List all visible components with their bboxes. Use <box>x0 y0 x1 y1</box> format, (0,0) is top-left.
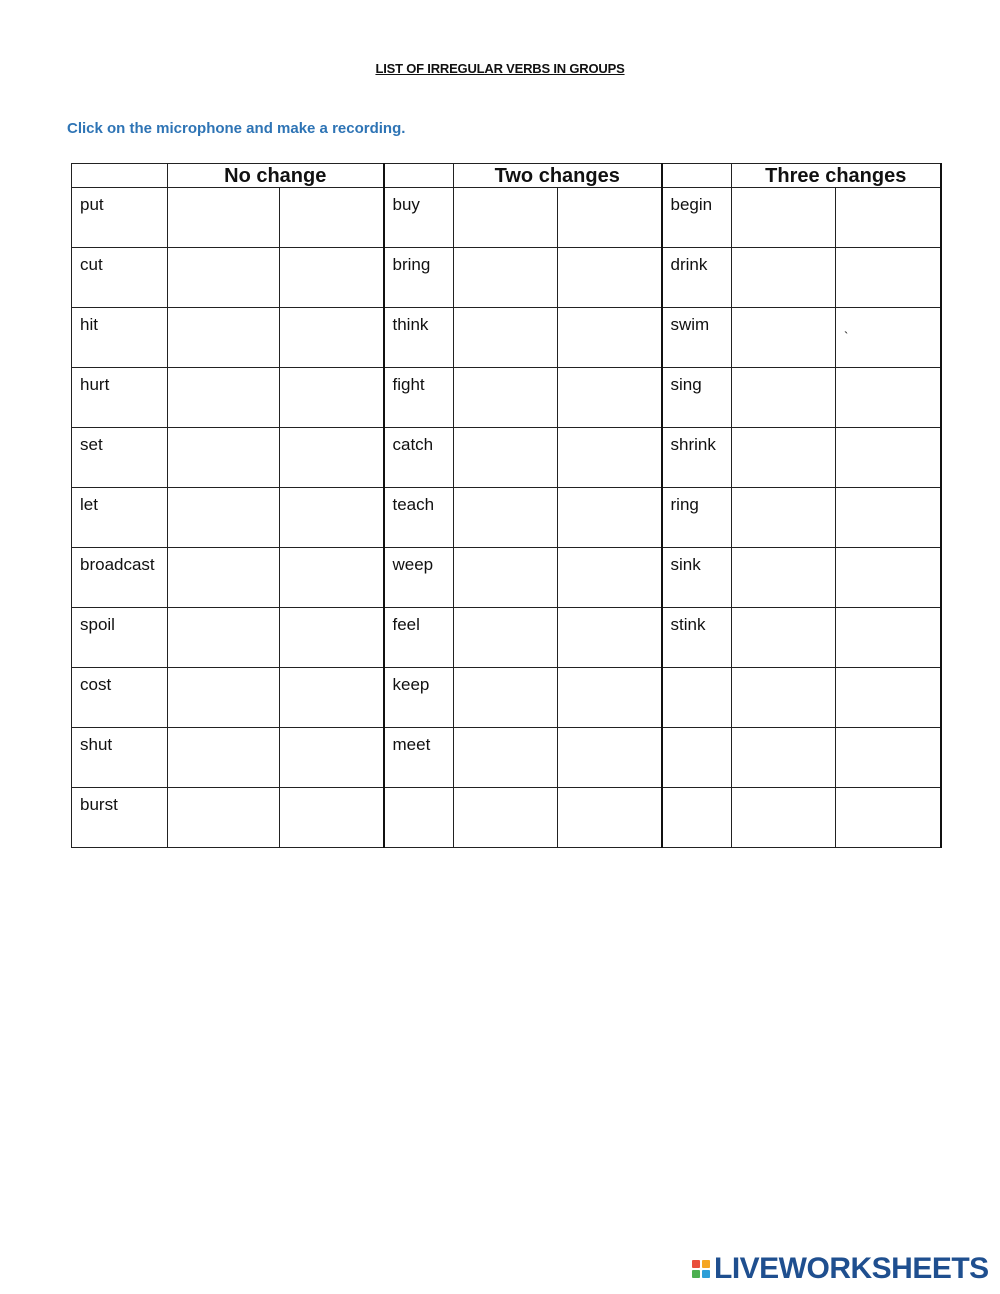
answer-cell-three-changes[interactable] <box>836 368 941 428</box>
answer-cell-two-changes[interactable] <box>454 788 558 848</box>
verb-cell-no-change: cut <box>72 248 168 308</box>
verb-cell-three-changes <box>662 668 732 728</box>
answer-cell-no-change[interactable] <box>280 308 384 368</box>
verb-cell-no-change: cost <box>72 668 168 728</box>
answer-cell-two-changes[interactable] <box>558 308 662 368</box>
answer-cell-no-change[interactable] <box>168 368 280 428</box>
table-row <box>72 308 941 368</box>
table-row <box>72 608 941 668</box>
answer-cell-no-change[interactable] <box>280 788 384 848</box>
verb-cell-two-changes: keep <box>384 668 454 728</box>
answer-cell-two-changes[interactable] <box>558 188 662 248</box>
answer-cell-three-changes[interactable] <box>836 308 941 368</box>
answer-cell-three-changes[interactable] <box>732 548 836 608</box>
answer-cell-no-change[interactable] <box>280 428 384 488</box>
verb-cell-three-changes: shrink <box>662 428 732 488</box>
answer-cell-no-change[interactable] <box>168 488 280 548</box>
answer-cell-three-changes[interactable] <box>836 668 941 728</box>
verb-cell-two-changes: think <box>384 308 454 368</box>
table-header-row <box>72 164 941 188</box>
verb-cell-no-change: put <box>72 188 168 248</box>
answer-cell-three-changes[interactable] <box>836 428 941 488</box>
answer-cell-two-changes[interactable] <box>558 488 662 548</box>
table-row <box>72 188 941 248</box>
verb-cell-three-changes: sing <box>662 368 732 428</box>
verb-cell-no-change: broadcast <box>72 548 168 608</box>
verb-cell-three-changes: sink <box>662 548 732 608</box>
table-row <box>72 788 941 848</box>
answer-cell-three-changes[interactable] <box>836 728 941 788</box>
answer-cell-two-changes[interactable] <box>558 548 662 608</box>
answer-cell-three-changes[interactable] <box>836 788 941 848</box>
answer-cell-no-change[interactable] <box>168 668 280 728</box>
answer-cell-no-change[interactable] <box>168 188 280 248</box>
header-spacer <box>384 164 454 188</box>
answer-cell-three-changes[interactable] <box>732 428 836 488</box>
answer-cell-three-changes[interactable] <box>732 788 836 848</box>
table-row <box>72 488 941 548</box>
liveworksheets-logo <box>692 1252 989 1285</box>
answer-cell-no-change[interactable] <box>168 728 280 788</box>
answer-cell-no-change[interactable] <box>168 608 280 668</box>
answer-cell-two-changes[interactable] <box>454 548 558 608</box>
answer-cell-three-changes[interactable] <box>732 488 836 548</box>
verb-cell-two-changes: feel <box>384 608 454 668</box>
answer-cell-no-change[interactable] <box>168 248 280 308</box>
verb-cell-two-changes: meet <box>384 728 454 788</box>
answer-cell-three-changes[interactable] <box>732 668 836 728</box>
answer-cell-two-changes[interactable] <box>454 428 558 488</box>
verb-cell-three-changes: swim <box>662 308 732 368</box>
answer-cell-no-change[interactable] <box>168 308 280 368</box>
answer-cell-no-change[interactable] <box>280 548 384 608</box>
answer-cell-three-changes[interactable] <box>732 728 836 788</box>
answer-cell-two-changes[interactable] <box>454 608 558 668</box>
header-three-changes: Three changes <box>732 164 941 188</box>
verb-cell-no-change: spoil <box>72 608 168 668</box>
table-row <box>72 248 941 308</box>
answer-cell-no-change[interactable] <box>280 608 384 668</box>
verb-cell-two-changes: buy <box>384 188 454 248</box>
table-row <box>72 428 941 488</box>
answer-cell-two-changes[interactable] <box>558 428 662 488</box>
answer-cell-no-change[interactable] <box>280 488 384 548</box>
answer-cell-two-changes[interactable] <box>454 488 558 548</box>
answer-cell-three-changes[interactable] <box>836 548 941 608</box>
answer-cell-no-change[interactable] <box>280 188 384 248</box>
verb-cell-no-change: set <box>72 428 168 488</box>
answer-cell-no-change[interactable] <box>168 428 280 488</box>
answer-cell-three-changes[interactable] <box>836 188 941 248</box>
answer-cell-two-changes[interactable] <box>454 248 558 308</box>
table-row <box>72 548 941 608</box>
answer-cell-two-changes[interactable] <box>454 668 558 728</box>
verb-cell-two-changes: catch <box>384 428 454 488</box>
verb-cell-three-changes <box>662 788 732 848</box>
verb-cell-two-changes: bring <box>384 248 454 308</box>
answer-cell-three-changes[interactable] <box>732 608 836 668</box>
answer-cell-two-changes[interactable] <box>558 788 662 848</box>
table-row <box>72 668 941 728</box>
header-no-change: No change <box>168 164 384 188</box>
answer-cell-no-change[interactable] <box>280 668 384 728</box>
answer-cell-two-changes[interactable] <box>454 368 558 428</box>
answer-cell-three-changes[interactable] <box>732 308 836 368</box>
answer-cell-two-changes[interactable] <box>558 368 662 428</box>
verb-cell-three-changes: ring <box>662 488 732 548</box>
answer-cell-two-changes[interactable] <box>454 308 558 368</box>
answer-cell-three-changes[interactable] <box>732 368 836 428</box>
header-two-changes: Two changes <box>454 164 662 188</box>
answer-cell-three-changes[interactable] <box>836 248 941 308</box>
answer-cell-two-changes[interactable] <box>558 248 662 308</box>
verb-cell-no-change: hit <box>72 308 168 368</box>
verb-cell-no-change: let <box>72 488 168 548</box>
verb-cell-no-change: burst <box>72 788 168 848</box>
verb-cell-two-changes: fight <box>384 368 454 428</box>
answer-cell-no-change[interactable] <box>168 548 280 608</box>
header-spacer <box>72 164 168 188</box>
stray-mark: ` <box>844 329 849 344</box>
verb-cell-three-changes: begin <box>662 188 732 248</box>
verb-cell-no-change: hurt <box>72 368 168 428</box>
answer-cell-three-changes[interactable] <box>836 608 941 668</box>
irregular-verbs-table <box>71 163 942 848</box>
verb-cell-no-change: shut <box>72 728 168 788</box>
verb-cell-three-changes: stink <box>662 608 732 668</box>
answer-cell-two-changes[interactable] <box>454 728 558 788</box>
instruction-text: Click on the microphone and make a recording. <box>67 120 406 137</box>
answer-cell-two-changes[interactable] <box>558 668 662 728</box>
verb-cell-two-changes: teach <box>384 488 454 548</box>
answer-cell-two-changes[interactable] <box>558 728 662 788</box>
answer-cell-three-changes[interactable] <box>836 488 941 548</box>
answer-cell-three-changes[interactable] <box>732 188 836 248</box>
logo-text: LIVEWORKSHEETS <box>714 1252 989 1285</box>
verb-cell-two-changes: weep <box>384 548 454 608</box>
verb-cell-three-changes <box>662 728 732 788</box>
answer-cell-no-change[interactable] <box>280 728 384 788</box>
answer-cell-no-change[interactable] <box>280 368 384 428</box>
answer-cell-no-change[interactable] <box>168 788 280 848</box>
verb-cell-two-changes <box>384 788 454 848</box>
header-spacer <box>662 164 732 188</box>
logo-mark-icon <box>692 1260 710 1278</box>
answer-cell-two-changes[interactable] <box>558 608 662 668</box>
answer-cell-no-change[interactable] <box>280 248 384 308</box>
answer-cell-two-changes[interactable] <box>454 188 558 248</box>
table-row <box>72 728 941 788</box>
document-title: LIST OF IRREGULAR VERBS IN GROUPS <box>375 61 625 76</box>
table-row <box>72 368 941 428</box>
verb-cell-three-changes: drink <box>662 248 732 308</box>
answer-cell-three-changes[interactable] <box>732 248 836 308</box>
